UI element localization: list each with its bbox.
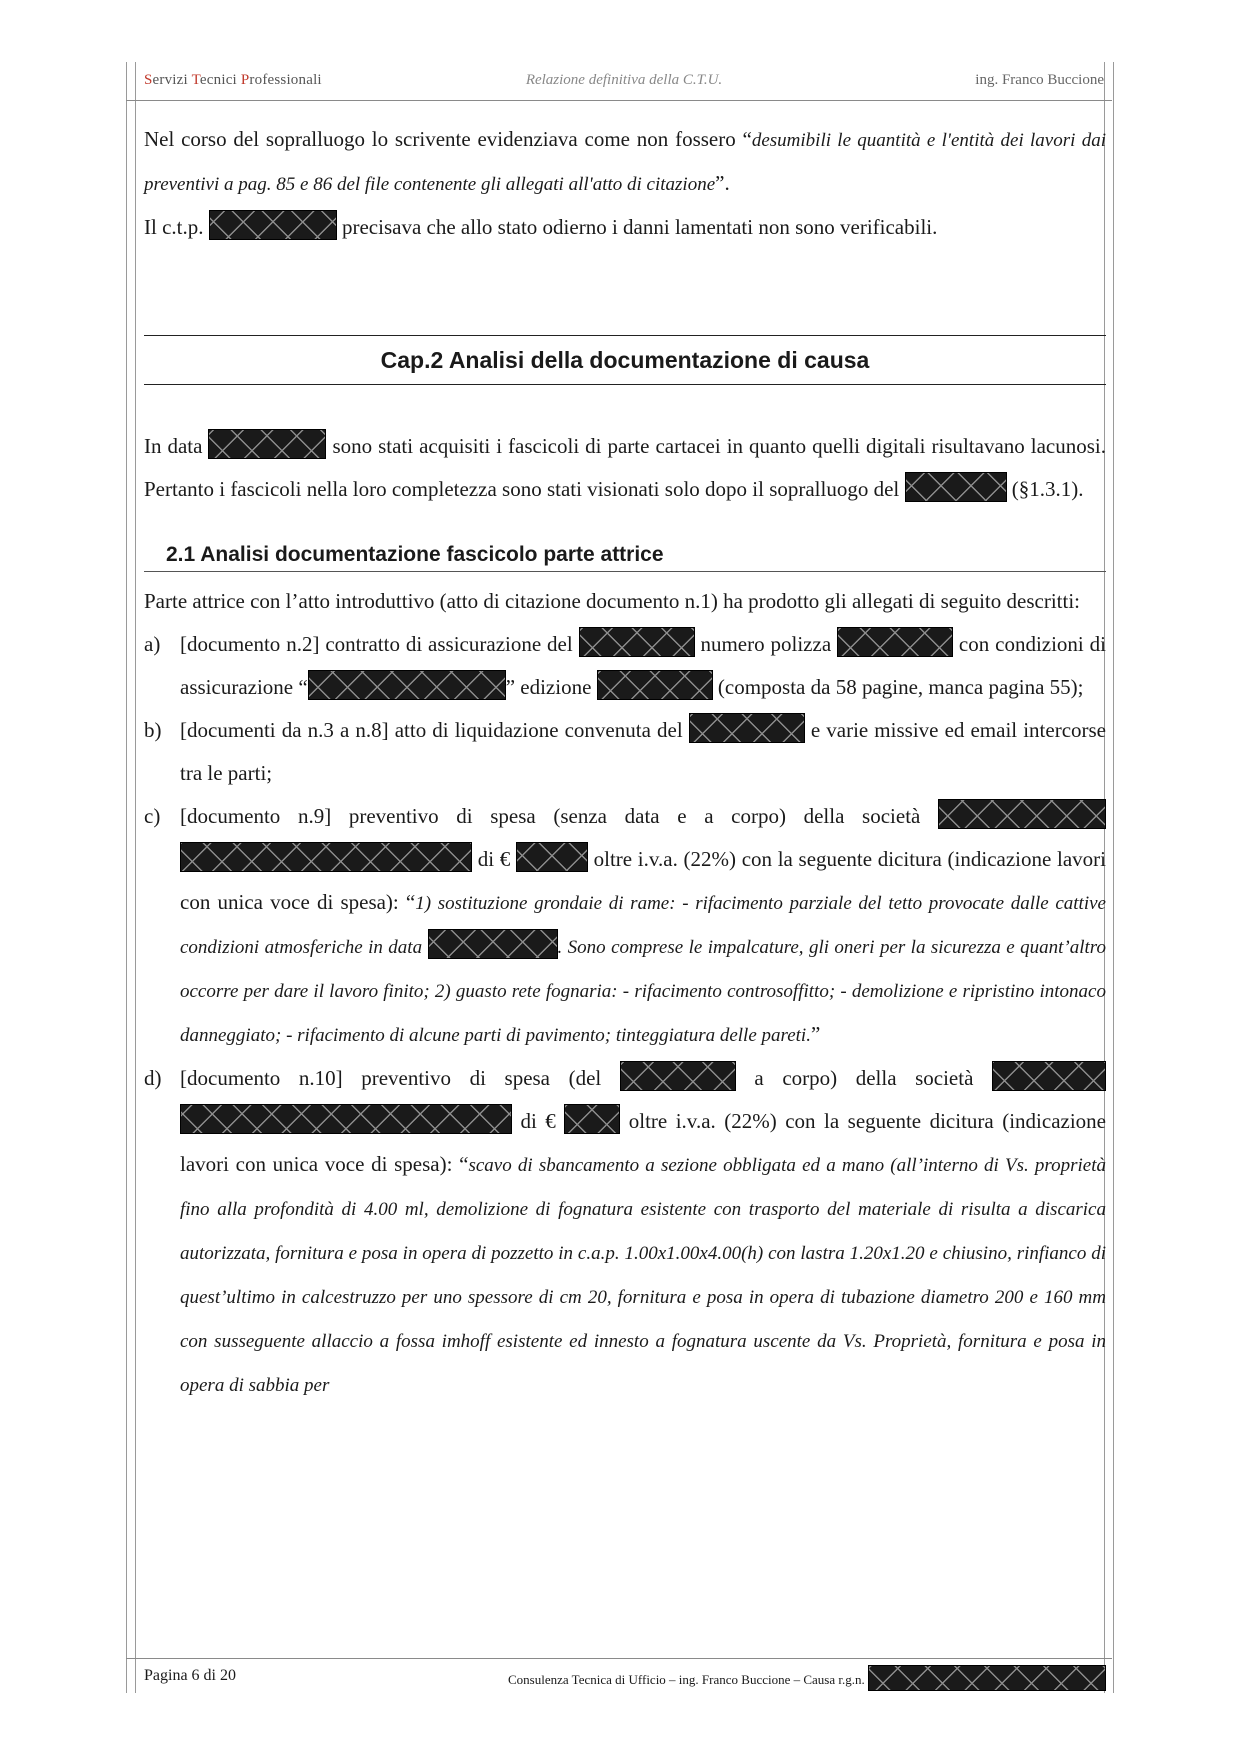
redaction-box (689, 713, 805, 743)
text: Il c.t.p. (144, 215, 209, 239)
quote: . Sono comprese le impalcature, gli oneri per la sicurezza e quant’altro occorre per dare il lavoro finito; 2) guasto rete fognaria: - rifacimento controsoffitto; - demolizione e ripristino intonaco danneggiato; - rifacimento di alcune parti di pavimento; tinteggiatura delle pareti. (180, 937, 1106, 1046)
redaction-box (308, 670, 506, 700)
list-item-b (144, 709, 1106, 795)
ctp-paragraph (144, 206, 1106, 249)
page-header (144, 72, 1104, 94)
quote: desumibili le quantità e l'entità dei lavori dai preventivi a pag. 85 e 86 del file contenente gli allegati all'atto di citazione (144, 130, 1106, 195)
redaction-box (208, 429, 326, 459)
redaction-box (837, 627, 953, 657)
footer-rule (126, 1658, 1112, 1659)
header-rule (126, 100, 1112, 101)
text: ”. (715, 171, 730, 195)
page-footer (144, 1667, 1106, 1693)
redaction-box (938, 799, 1106, 829)
text: e varie missive ed email intercorse tra le parti; (180, 718, 1106, 785)
text: oltre i.v.a. (22%) con la seguente dicitura (indicazione lavori con unica voce di spesa): “ (180, 1109, 1106, 1176)
redaction-box (992, 1061, 1106, 1091)
text: ” edizione (505, 675, 597, 699)
header-word: ervizi (152, 72, 192, 88)
header-initial-t: T (191, 72, 200, 88)
footer-text: Consulenza Tecnica di Ufficio – ing. Franco Buccione – Causa r.g.n. (508, 1672, 868, 1687)
footer-right (508, 1665, 1106, 1691)
quote: 1) sostituzione grondaie di rame: - rifacimento parziale del tetto provocate dalle cattive condizioni atmosferiche in data (180, 893, 1106, 958)
text: con condizioni di assicurazione “ (180, 632, 1106, 699)
text: Nel corso del sopralluogo lo scrivente evidenziava come non fossero “ (144, 127, 752, 151)
quote: scavo di sbancamento a sezione obbligata ed a mano (all’interno di Vs. proprietà fino alla profondità di 4.00 ml, demolizione di fognatura esistente con trasporto del materiale di risulta a discarica autorizzata, fornitura e posa in opera di pozzetto in c.a.p. 1.00x1.00x4.00(h) con lastra 1.20x1.20 e chiusino, rinfianco di quest’ultimo in calcestruzzo per uno spessore di cm 20, fornitura e posa in opera di tubazione diametro 200 e 160 mm con susseguente allaccio a fossa imhoff esistente ed innesto a fognatura uscente da Vs. Proprietà, fornitura e posa in opera di sabbia per (180, 1155, 1106, 1396)
list-item-c (144, 795, 1106, 1057)
header-word: rofessionali (249, 72, 322, 88)
section-paragraph: Parte attrice con l’atto introduttivo (atto di citazione documento n.1) ha prodotto gli allegati di seguito descritti: (144, 589, 1080, 613)
text: (composta da 58 pagine, manca pagina 55); (712, 675, 1084, 699)
text: [documento n.10] preventivo di spesa (del (180, 1066, 620, 1090)
redaction-box (905, 472, 1007, 502)
list-item-d (144, 1057, 1106, 1407)
text: (§1.3.1). (1006, 477, 1084, 501)
list-label: a) (144, 632, 161, 656)
text: di € (472, 847, 516, 871)
header-word: ecnici (199, 72, 241, 88)
text: [documento n.9] preventivo di spesa (senza data e a corpo) della società (180, 804, 938, 828)
text: sono stati acquisiti i fascicoli di parte cartacei in quanto quelli digitali risultavano lacunosi. Pertanto i fascicoli nella loro completezza sono stati visionati solo dopo il sopralluogo del (144, 434, 1106, 501)
redaction-box (597, 670, 713, 700)
redaction-box (516, 842, 588, 872)
text: In data (144, 434, 209, 458)
redaction-box (868, 1665, 1106, 1691)
text: [documenti da n.3 a n.8] atto di liquidazione convenuta del (180, 718, 689, 742)
header-initial-s: S (144, 72, 153, 88)
text: precisava che allo stato odierno i danni lamentati non sono verificabili. (336, 215, 938, 239)
text: oltre i.v.a. (22%) con la seguente dicitura (indicazione lavori con unica voce di spesa): “ (180, 847, 1106, 914)
text: [documento n.2] contratto di assicurazione del (180, 632, 579, 656)
redaction-box (209, 210, 337, 240)
redaction-box (579, 627, 695, 657)
redaction-box (428, 929, 558, 959)
text: numero polizza (694, 632, 838, 656)
redaction-box (180, 842, 472, 872)
list-item-a (144, 623, 1106, 709)
page-number: Pagina 6 di 20 (144, 1667, 236, 1684)
chapter-heading: Cap.2 Analisi della documentazione di causa (144, 335, 1106, 385)
section-heading: 2.1 Analisi documentazione fascicolo parte attrice (144, 533, 1106, 572)
redaction-box (620, 1061, 736, 1091)
list-label: d) (144, 1066, 162, 1090)
text: a corpo) della società (735, 1066, 992, 1090)
redaction-box (180, 1104, 512, 1134)
intro-paragraph (144, 118, 1106, 206)
text: di € (512, 1109, 565, 1133)
text: ” (810, 1022, 821, 1046)
redaction-box (564, 1104, 620, 1134)
header-right: ing. Franco Buccione (975, 72, 1104, 88)
header-initial-p: P (240, 72, 250, 88)
page-body (144, 118, 1106, 1407)
page-frame-left (126, 62, 136, 1693)
header-center: Relazione definitiva della C.T.U. (525, 72, 723, 88)
chapter-paragraph (144, 425, 1106, 511)
list-label: c) (144, 804, 161, 828)
list-label: b) (144, 718, 162, 742)
